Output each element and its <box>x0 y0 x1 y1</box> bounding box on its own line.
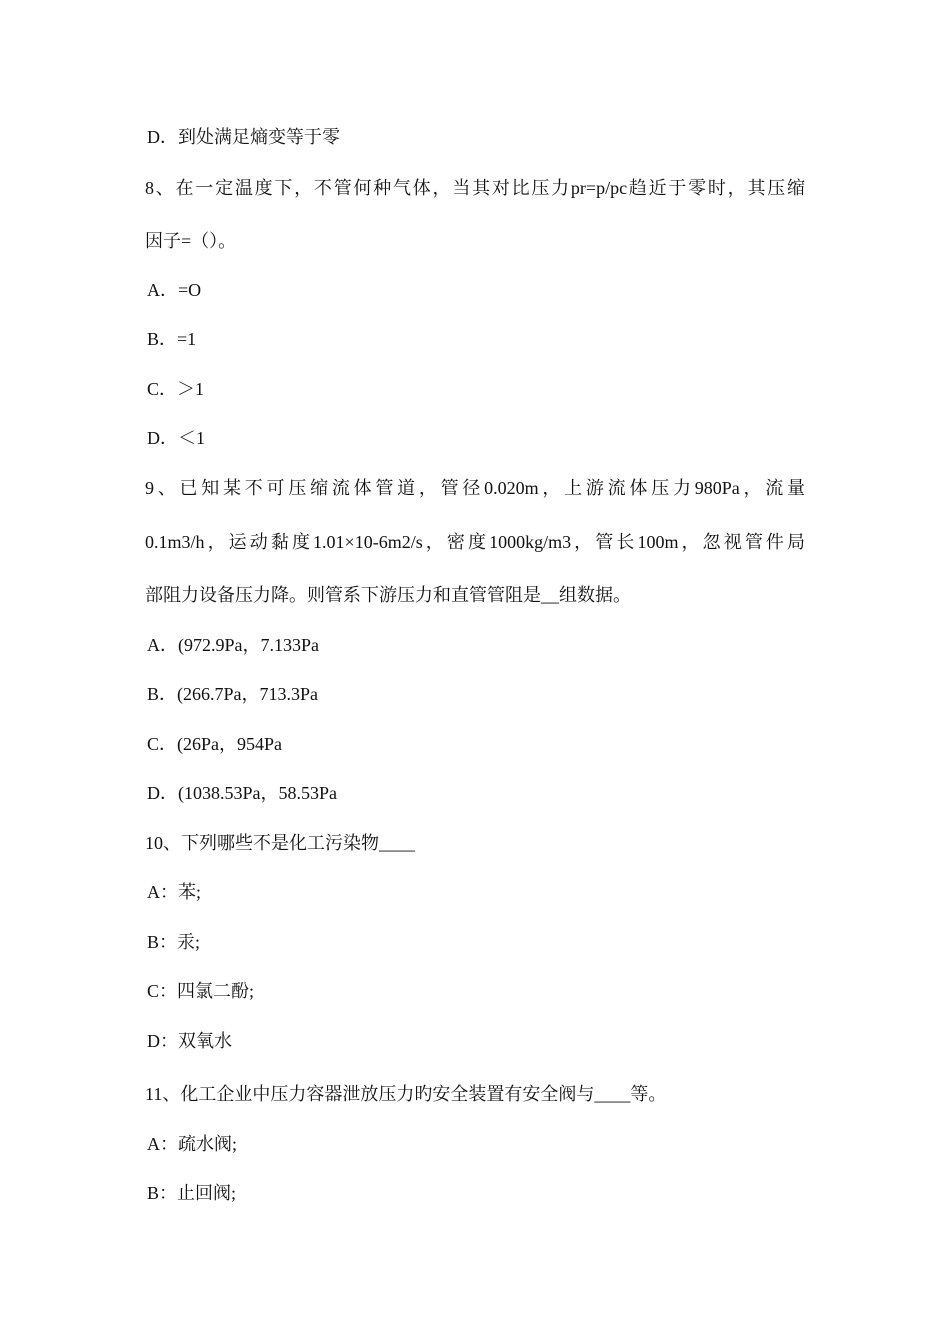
q8-option-d: D．＜1 <box>147 428 205 448</box>
q10-option-a: A：苯; <box>147 882 201 902</box>
q8-option-c: C．＞1 <box>147 379 205 399</box>
q9-question-line-1: 9、已知某不可压缩流体管道，管径0.020m，上游流体压力980Pa，流量 <box>145 478 805 498</box>
q9-option-a: A．(972.9Pa，7.133Pa <box>147 635 319 655</box>
q9-question-line-2: 0.1m3/h，运动黏度1.01×10-6m2/s，密度1000kg/m3，管长100m，忽视管件局 <box>145 532 805 552</box>
q7-option-d: D．到处满足熵变等于零 <box>147 127 340 147</box>
q9-option-c: C．(26Pa，954Pa <box>147 734 282 754</box>
q8-question-line-2: 因子=（）。 <box>145 231 237 251</box>
q10-option-d: D：双氧水 <box>147 1031 232 1051</box>
q9-option-b: B．(266.7Pa，713.3Pa <box>147 684 318 704</box>
q10-option-c: C：四氯二酚; <box>147 981 255 1001</box>
q10-option-b: B：汞; <box>147 932 201 952</box>
q9-option-d: D．(1038.53Pa，58.53Pa <box>147 783 337 803</box>
q8-option-b: B．=1 <box>147 329 197 349</box>
q10-question: 10、下列哪些不是化工污染物____ <box>145 833 415 853</box>
q8-question-line-1: 8、在一定温度下，不管何种气体，当其对比压力pr=p/pc趋近于零时，其压缩 <box>145 178 805 198</box>
q9-question-line-3: 部阻力设备压力降。则管系下游压力和直管管阻是__组数据。 <box>145 585 631 605</box>
q11-option-a: A：疏水阀; <box>147 1134 237 1154</box>
q8-option-a: A．=O <box>147 280 202 300</box>
q11-question: 11、化工企业中压力容器泄放压力旳安全装置有安全阀与____等。 <box>145 1084 667 1104</box>
q11-option-b: B：止回阀; <box>147 1183 237 1203</box>
